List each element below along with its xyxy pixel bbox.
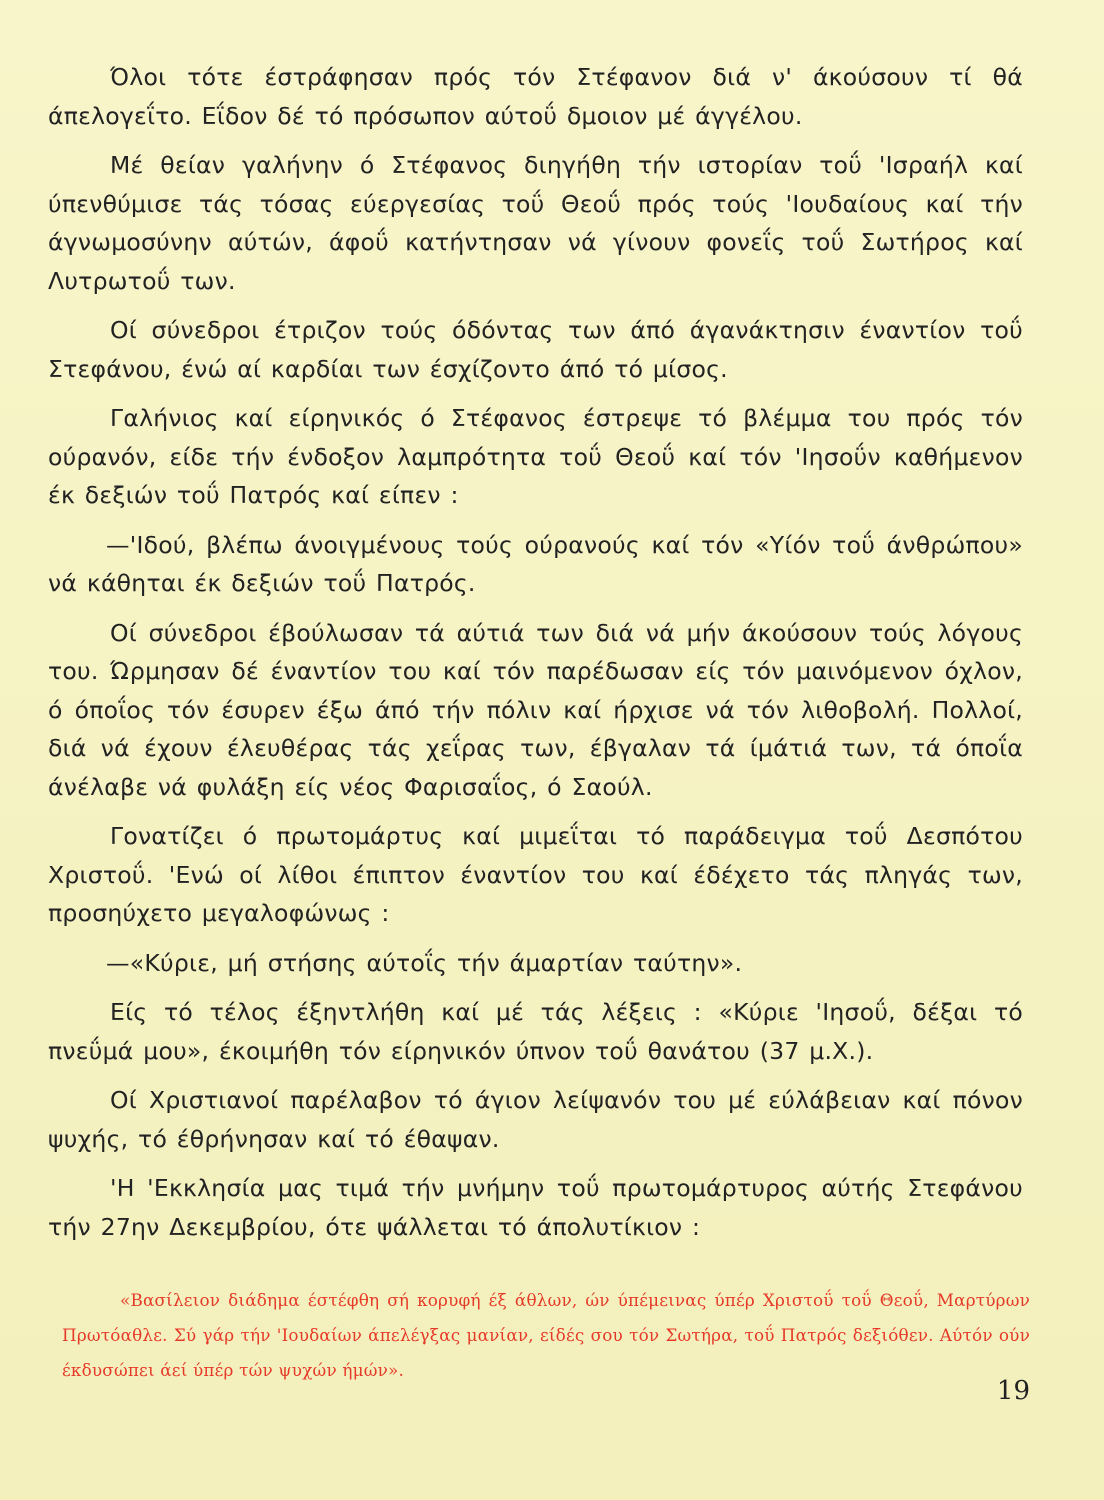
page-number: 19 — [996, 1376, 1030, 1406]
main-text — [48, 58, 1023, 1257]
paragraph-8-prayer: —«Κύριε, μή στήσης αύτοΐς τήν άμαρτίαν ταύτην». — [106, 948, 743, 977]
paragraph-1: Όλοι τότε έστράφησαν πρός τόν Στέφανον διά ν' άκούσουν τί θά άπελογεΐτο. Εΐδον δέ τό πρόσωπον αύτοΰ δμοιον μέ άγγέλου. — [48, 63, 1023, 130]
paragraph-11: 'Η 'Εκκλησία μας τιμά τήν μνήμην τοΰ πρωτομάρτυρος αύτής Στεφάνου τήν 27ην Δεκεμβρίου, ότε ψάλλεται τό άπολυτίκιον : — [48, 1174, 1023, 1241]
paragraph-10: Οί Χριστιανοί παρέλαβον τό άγιον λείψανόν του μέ εύλάβειαν καί πόνον ψυχής, τό έθρήνησαν καί τό έθαψαν. — [48, 1086, 1023, 1153]
paragraph-5-quote: —'Ιδού, βλέπω άνοιγμένους τούς ούρανούς καί τόν «Υίόν τοΰ άνθρώπου» νά κάθηται έκ δεξιών τοΰ Πατρός. — [48, 530, 1023, 597]
paragraph-2: Μέ θείαν γαλήνην ό Στέφανος διηγήθη τήν ιστορίαν τοΰ 'Ισραήλ καί ύπενθύμισε τάς τόσας εύεργεσίας τοΰ Θεοΰ πρός τούς 'Ιουδαίους καί τήν άγνωμοσύνην αύτών, άφοΰ κατήντησαν νά γίνουν φονεΐς τοΰ Σωτήρος καί Λυτρωτοΰ των. — [48, 151, 1023, 295]
paragraph-9: Είς τό τέλος έξηντλήθη καί μέ τάς λέξεις : «Κύριε 'Ιησοΰ, δέξαι τό πνεΰμά μου», έκοιμήθη τόν είρηνικόν ύπνον τοΰ θανάτου (37 μ.Χ.). — [48, 998, 1023, 1065]
paragraph-4: Γαλήνιος καί είρηνικός ό Στέφανος έστρεψε τό βλέμμα του πρός τόν ούρανόν, είδε τήν ένδοξον λαμπρότητα τοΰ Θεοΰ καί τόν 'Ιησοΰν καθήμενον έκ δεξιών τοΰ Πατρός καί είπεν : — [48, 404, 1023, 509]
paragraph-6: Οί σύνεδροι έβούλωσαν τά αύτιά των διά νά μήν άκούσουν τούς λόγους του. Ώρμησαν δέ έναντίον του καί τόν παρέδωσαν είς τόν μαινόμενον όχλον, ό όποΐος τόν έσυρεν έξω άπό τήν πόλιν καί ήρχισε νά τόν λιθοβολή. Πολλοί, διά νά έχουν έλευθέρας τάς χεΐρας των, έβγαλαν τά ίμάτιά των, τά όποΐα άνέλαβε νά φυλάξη είς νέος Φαρισαΐος, ό Σαούλ. — [48, 618, 1023, 801]
paragraph-7: Γονατίζει ό πρωτομάρτυς καί μιμεΐται τό παράδειγμα τοΰ Δεσπότου Χριστοΰ. 'Ενώ οί λίθοι έπιπτον έναντίον του καί έδέχετο τάς πληγάς των, προσηύχετο μεγαλοφώνως : — [48, 822, 1023, 927]
paragraph-3: Οί σύνεδροι έτριζον τούς όδόντας των άπό άγανάκτησιν έναντίον τοΰ Στεφάνου, ένώ αί καρδίαι των έσχίζοντο άπό τό μίσος. — [48, 316, 1023, 383]
apolytikion-hymn: «Βασίλειον διάδημα έστέφθη σή κορυφή έξ άθλων, ών ύπέμεινας ύπέρ Χριστοΰ τοΰ Θεοΰ, Μαρτύρων Πρωτόαθλε. Σύ γάρ τήν 'Ιουδαίων άπελέγξας μανίαν, είδές σου τόν Σωτήρα, τοΰ Πατρός δεξιόθεν. Αύτόν ούν έκδυσώπει άεί ύπέρ τών ψυχών ήμών». — [62, 1290, 1030, 1380]
